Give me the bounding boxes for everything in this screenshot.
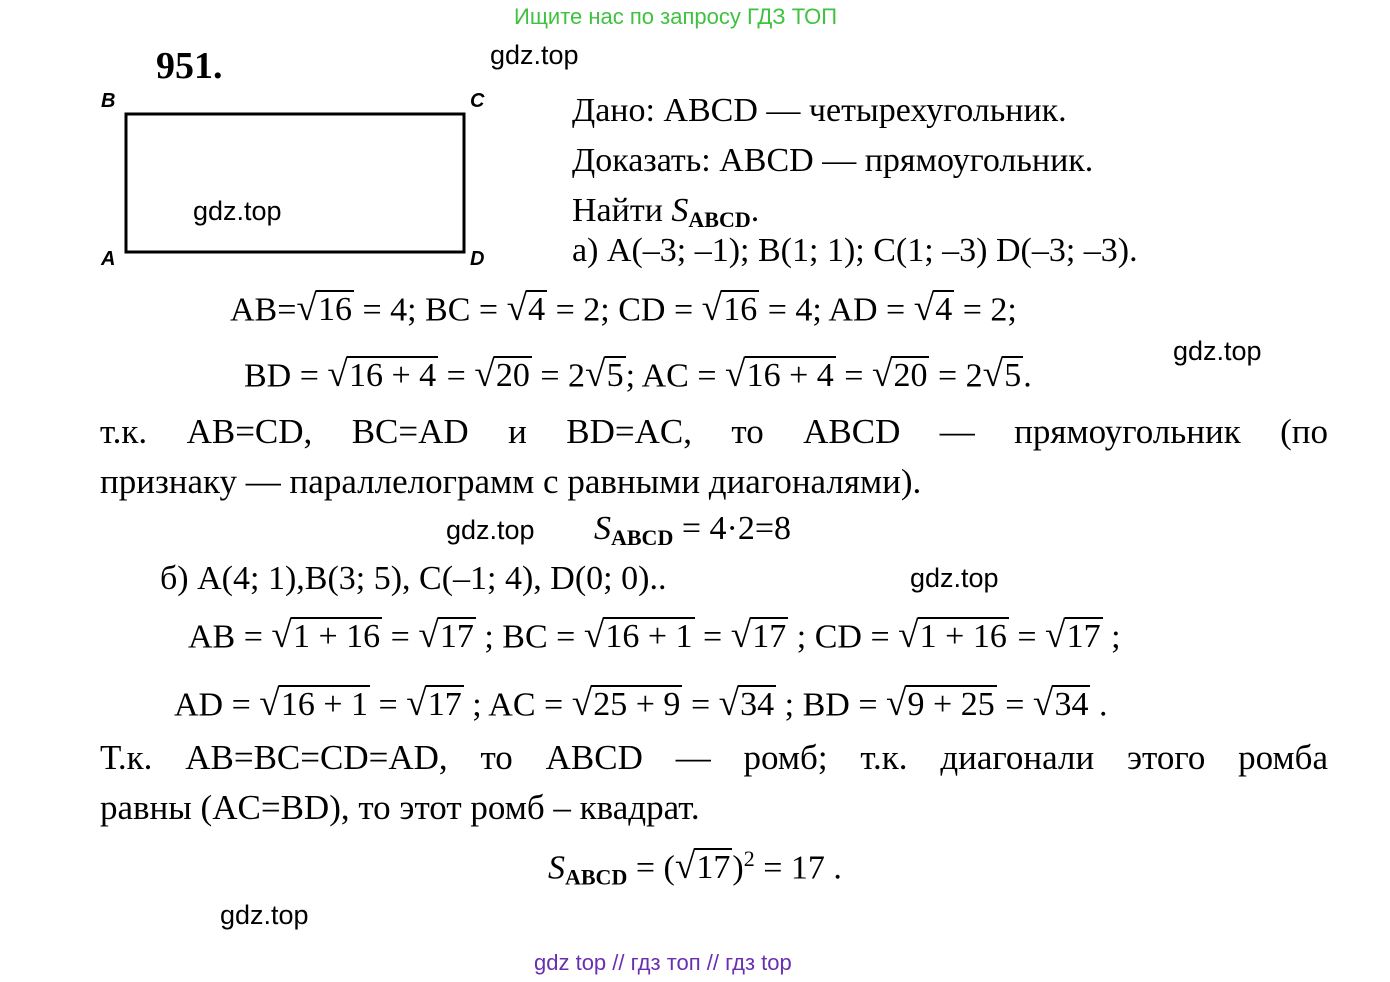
find-line: Найти $S_{ABCD}$. bbox=[572, 192, 760, 232]
part-b-header: б) A(4; 1),B(3; 5), C(–1; 4), D(0; 0).. bbox=[160, 560, 667, 597]
watermark: gdz.top bbox=[220, 900, 309, 930]
vertex-d: D bbox=[470, 248, 485, 270]
part-a-header: а) A(–3; –1); B(1; 1); C(1; –3) D(–3; –3). bbox=[572, 232, 1138, 269]
search-banner: Ищите нас по запросу ГДЗ ТОП bbox=[514, 4, 838, 29]
area-symbol: S bbox=[671, 192, 689, 229]
area-subscript: ABCD bbox=[688, 207, 751, 232]
footer-links[interactable]: gdz top // гдз топ // гдз top bbox=[534, 950, 792, 975]
part-a-sides-line: AB= √ 16 = 4; BC = √ 4 = 2; CD = √ 16 = 4; AD = √ 4 = 2; bbox=[230, 288, 1017, 330]
vertex-a: A bbox=[101, 248, 116, 270]
prove-line: Доказать: ABCD — прямоугольник. bbox=[572, 142, 1094, 179]
part-a-area: $S_{ABCD} = 4\cdot 2=8$ bbox=[594, 510, 792, 550]
rectangle-shape bbox=[126, 114, 464, 252]
part-b-area: $S_{ABCD}$ = ( √ 17 )$^2$ = 17 . bbox=[548, 846, 842, 890]
part-b-line-1: AB = √ 1 + 16 = √ 17 ; BC = √ 16 + 1 = √ 17 ; CD = √ 1 + 16 = √ 17 ; bbox=[188, 615, 1121, 657]
watermark: gdz.top bbox=[490, 40, 579, 70]
rectangle-diagram bbox=[100, 88, 500, 278]
part-b-line-2: AD = √ 16 + 1 = √ 17 ; AC = √ 25 + 9 = √ 34 ; BD = √ 9 + 25 = √ 34 . bbox=[174, 683, 1108, 725]
part-b-conclusion-2: равны (AC=BD), то этот ромб – квадрат. bbox=[100, 788, 700, 827]
vertex-c: C bbox=[470, 90, 485, 112]
part-a-conclusion-1: т.к. AB=CD, BC=AD и BD=AC, то ABCD — прямоугольник (по bbox=[100, 412, 1328, 451]
problem-number: 951. bbox=[156, 45, 223, 87]
vertex-b: B bbox=[101, 90, 116, 112]
watermark: gdz.top bbox=[1173, 336, 1262, 366]
given-block bbox=[572, 86, 1093, 245]
part-b-conclusion-1: Т.к. AB=BC=CD=AD, то ABCD — ромб; т.к. диагонали этого ромба bbox=[100, 738, 1328, 777]
watermark: gdz.top bbox=[193, 196, 282, 226]
part-a-conclusion-2: признаку — параллелограмм с равными диагоналями). bbox=[100, 462, 922, 501]
watermark: gdz.top bbox=[910, 563, 999, 593]
part-a-diagonals-line: BD = √ 16 + 4 = √ 20 = 2 √ 5 ; AC = √ 16 + 4 = √ 20 = 2 √ 5 . bbox=[244, 354, 1032, 396]
given-line: Дано: ABCD — четырехугольник. bbox=[572, 92, 1067, 129]
watermark: gdz.top bbox=[446, 515, 535, 545]
